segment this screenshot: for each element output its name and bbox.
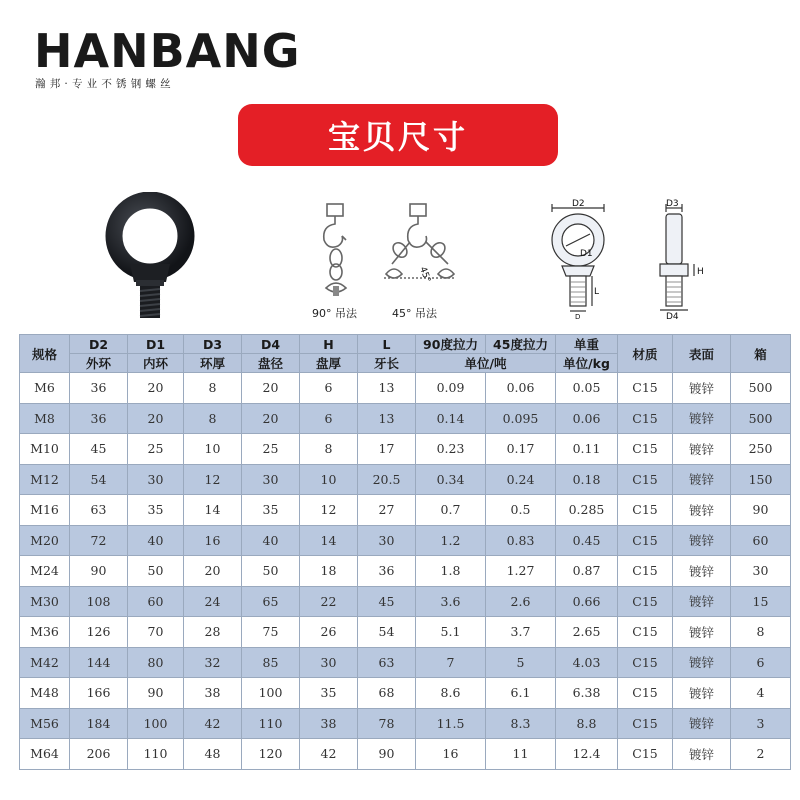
cell-spec: M64 [20,739,70,770]
cell-l: 90 [358,739,416,770]
lifting-45-diagram [380,202,460,320]
cell-box: 30 [731,556,791,587]
cell-h: 6 [300,373,358,404]
logo-text: HANBANG [34,24,301,78]
cell-surface: 镀锌 [673,373,731,404]
cell-tension-90: 11.5 [416,708,486,739]
cell-d2: 72 [70,525,128,556]
cell-l: 54 [358,617,416,648]
cell-box: 500 [731,373,791,404]
cell-surface: 镀锌 [673,678,731,709]
cell-h: 22 [300,586,358,617]
cell-d2: 144 [70,647,128,678]
header-tension-90: 90度拉力 [416,335,486,354]
cell-surface: 镀锌 [673,556,731,587]
cell-d1: 35 [128,495,184,526]
header-l: L [358,335,416,354]
cell-surface: 镀锌 [673,586,731,617]
dim-d: D [575,313,581,320]
cell-tension-45: 2.6 [486,586,556,617]
cell-unit-weight: 0.66 [556,586,618,617]
header-unit-weight: 单重 [556,335,618,354]
header-row-top [20,335,791,354]
cell-d3: 24 [184,586,242,617]
header-outer-ring: 外环 [70,354,128,373]
cell-tension-45: 0.17 [486,434,556,465]
cell-surface: 镀锌 [673,403,731,434]
cell-box: 3 [731,708,791,739]
cell-d4: 85 [242,647,300,678]
table-row [20,647,791,678]
cell-box: 15 [731,586,791,617]
cell-unit-weight: 4.03 [556,647,618,678]
table-row [20,556,791,587]
cell-d2: 63 [70,495,128,526]
cell-material: C15 [618,525,673,556]
cell-spec: M16 [20,495,70,526]
cell-tension-45: 0.24 [486,464,556,495]
cell-spec: M12 [20,464,70,495]
cell-d1: 80 [128,647,184,678]
cell-d4: 20 [242,403,300,434]
cell-unit-weight: 0.285 [556,495,618,526]
cell-surface: 镀锌 [673,464,731,495]
cell-d2: 184 [70,708,128,739]
dim-l: L [594,287,600,297]
cell-tension-45: 5 [486,647,556,678]
cell-l: 13 [358,373,416,404]
cell-d3: 10 [184,434,242,465]
cell-d3: 28 [184,617,242,648]
cell-d1: 20 [128,403,184,434]
cell-h: 18 [300,556,358,587]
cell-tension-90: 16 [416,739,486,770]
cell-material: C15 [618,586,673,617]
cell-spec: M24 [20,556,70,587]
cell-surface: 镀锌 [673,495,731,526]
cell-d2: 54 [70,464,128,495]
cell-box: 150 [731,464,791,495]
cell-d3: 32 [184,647,242,678]
table-row [20,495,791,526]
cell-d4: 35 [242,495,300,526]
cell-tension-90: 1.2 [416,525,486,556]
cell-box: 8 [731,617,791,648]
header-spec: 规格 [20,335,70,373]
cell-l: 68 [358,678,416,709]
angle-mark: 45° [417,265,433,285]
cell-d2: 126 [70,617,128,648]
cell-h: 6 [300,403,358,434]
cell-l: 17 [358,434,416,465]
cell-d3: 14 [184,495,242,526]
cell-surface: 镀锌 [673,739,731,770]
eye-bolt-photo [100,192,210,324]
cell-tension-90: 0.7 [416,495,486,526]
cell-box: 250 [731,434,791,465]
cell-tension-45: 1.27 [486,556,556,587]
cell-material: C15 [618,678,673,709]
cell-tension-45: 0.83 [486,525,556,556]
cell-material: C15 [618,434,673,465]
cell-material: C15 [618,373,673,404]
cell-tension-90: 1.8 [416,556,486,587]
header-surface: 表面 [673,335,731,373]
cell-d1: 70 [128,617,184,648]
cell-l: 30 [358,525,416,556]
cell-tension-90: 3.6 [416,586,486,617]
cell-d1: 100 [128,708,184,739]
cell-tension-45: 0.06 [486,373,556,404]
brand-logo [34,24,301,91]
lifting-90-diagram [312,202,362,320]
cell-unit-weight: 0.45 [556,525,618,556]
cell-surface: 镀锌 [673,647,731,678]
cell-tension-90: 0.14 [416,403,486,434]
brand-slogan: 瀚邦·专业不锈钢螺丝 [35,78,175,90]
cell-l: 20.5 [358,464,416,495]
header-tension-45: 45度拉力 [486,335,556,354]
cell-box: 4 [731,678,791,709]
table-row [20,525,791,556]
cell-h: 42 [300,739,358,770]
cell-spec: M30 [20,586,70,617]
cell-d4: 110 [242,708,300,739]
cell-spec: M20 [20,525,70,556]
cell-d3: 38 [184,678,242,709]
cell-unit-weight: 0.18 [556,464,618,495]
cell-spec: M8 [20,403,70,434]
header-ring-thickness: 环厚 [184,354,242,373]
header-d2: D2 [70,335,128,354]
cell-surface: 镀锌 [673,525,731,556]
header-thread-length: 牙长 [358,354,416,373]
cell-unit-weight: 0.06 [556,403,618,434]
cell-d1: 40 [128,525,184,556]
title-banner [238,104,558,166]
cell-box: 60 [731,525,791,556]
cell-d1: 25 [128,434,184,465]
dim-h: H [697,267,704,277]
cell-unit-weight: 2.65 [556,617,618,648]
cell-d2: 166 [70,678,128,709]
side-view-drawing [650,196,720,320]
cell-unit-weight: 0.05 [556,373,618,404]
front-view-drawing [540,196,620,320]
cell-d4: 50 [242,556,300,587]
table-header [20,335,791,373]
table-row [20,434,791,465]
cell-unit-weight: 8.8 [556,708,618,739]
cell-l: 27 [358,495,416,526]
cell-spec: M48 [20,678,70,709]
cell-spec: M10 [20,434,70,465]
cell-material: C15 [618,617,673,648]
cell-l: 45 [358,586,416,617]
cell-spec: M42 [20,647,70,678]
header-unit-ton: 单位/吨 [416,354,556,373]
table-row [20,678,791,709]
table-body [20,373,791,770]
dim-d1: D1 [580,249,593,259]
cell-tension-90: 0.09 [416,373,486,404]
header-h: H [300,335,358,354]
dim-d4: D4 [666,312,679,320]
cell-l: 36 [358,556,416,587]
cell-tension-90: 8.6 [416,678,486,709]
lifting-90-label: 90° 吊法 [312,307,357,320]
cell-material: C15 [618,647,673,678]
table-row [20,373,791,404]
cell-d4: 30 [242,464,300,495]
cell-tension-45: 11 [486,739,556,770]
table-row [20,586,791,617]
cell-unit-weight: 0.87 [556,556,618,587]
cell-unit-weight: 12.4 [556,739,618,770]
table-row [20,617,791,648]
cell-d3: 8 [184,403,242,434]
cell-d4: 40 [242,525,300,556]
cell-unit-weight: 0.11 [556,434,618,465]
cell-d1: 20 [128,373,184,404]
header-d3: D3 [184,335,242,354]
banner-title: 宝贝尺寸 [327,118,468,156]
cell-d3: 42 [184,708,242,739]
cell-tension-90: 5.1 [416,617,486,648]
cell-d3: 20 [184,556,242,587]
cell-d2: 108 [70,586,128,617]
cell-material: C15 [618,464,673,495]
cell-tension-90: 0.23 [416,434,486,465]
table-row [20,464,791,495]
cell-d4: 75 [242,617,300,648]
cell-tension-90: 0.34 [416,464,486,495]
cell-l: 78 [358,708,416,739]
lifting-45-label: 45° 吊法 [392,307,437,320]
cell-material: C15 [618,495,673,526]
cell-tension-45: 0.5 [486,495,556,526]
cell-surface: 镀锌 [673,708,731,739]
cell-d1: 30 [128,464,184,495]
cell-h: 14 [300,525,358,556]
cell-h: 35 [300,678,358,709]
dim-d2: D2 [572,199,585,209]
cell-d3: 48 [184,739,242,770]
cell-l: 63 [358,647,416,678]
cell-d2: 90 [70,556,128,587]
cell-d4: 65 [242,586,300,617]
cell-tension-90: 7 [416,647,486,678]
cell-d4: 20 [242,373,300,404]
cell-d4: 120 [242,739,300,770]
cell-d2: 36 [70,403,128,434]
cell-d3: 12 [184,464,242,495]
cell-unit-weight: 6.38 [556,678,618,709]
cell-d3: 16 [184,525,242,556]
cell-l: 13 [358,403,416,434]
header-d4: D4 [242,335,300,354]
cell-d1: 90 [128,678,184,709]
cell-material: C15 [618,403,673,434]
cell-tension-45: 6.1 [486,678,556,709]
cell-spec: M6 [20,373,70,404]
cell-d1: 110 [128,739,184,770]
cell-box: 90 [731,495,791,526]
cell-spec: M56 [20,708,70,739]
cell-h: 30 [300,647,358,678]
cell-d1: 50 [128,556,184,587]
header-unit-kg: 单位/kg [556,354,618,373]
cell-d2: 45 [70,434,128,465]
header-inner-ring: 内环 [128,354,184,373]
cell-h: 38 [300,708,358,739]
cell-d2: 36 [70,373,128,404]
cell-h: 26 [300,617,358,648]
cell-d1: 60 [128,586,184,617]
spec-table [19,334,791,770]
cell-surface: 镀锌 [673,434,731,465]
cell-tension-45: 8.3 [486,708,556,739]
header-material: 材质 [618,335,673,373]
header-d1: D1 [128,335,184,354]
header-box: 箱 [731,335,791,373]
table-row [20,403,791,434]
cell-spec: M36 [20,617,70,648]
header-disc-diameter: 盘径 [242,354,300,373]
cell-tension-45: 0.095 [486,403,556,434]
cell-material: C15 [618,556,673,587]
header-disc-thickness: 盘厚 [300,354,358,373]
cell-h: 8 [300,434,358,465]
dim-d3: D3 [666,199,679,209]
cell-d3: 8 [184,373,242,404]
cell-d2: 206 [70,739,128,770]
cell-box: 500 [731,403,791,434]
cell-box: 2 [731,739,791,770]
cell-material: C15 [618,739,673,770]
table-row [20,708,791,739]
table-row [20,739,791,770]
cell-h: 12 [300,495,358,526]
cell-material: C15 [618,708,673,739]
cell-tension-45: 3.7 [486,617,556,648]
cell-d4: 100 [242,678,300,709]
cell-surface: 镀锌 [673,617,731,648]
cell-box: 6 [731,647,791,678]
cell-d4: 25 [242,434,300,465]
cell-h: 10 [300,464,358,495]
